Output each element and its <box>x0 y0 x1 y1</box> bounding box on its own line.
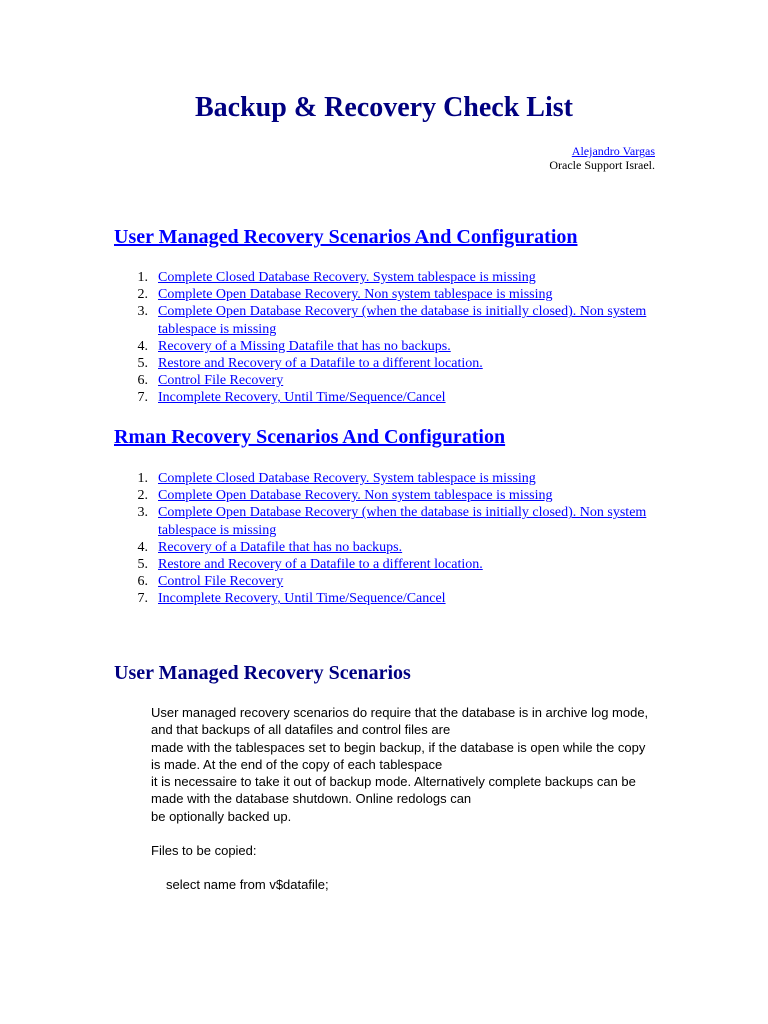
list-item <box>114 372 654 389</box>
list-item <box>114 389 654 406</box>
files-label: Files to be copied: <box>151 843 257 858</box>
list-item <box>114 303 654 337</box>
list-number: 7. <box>137 591 148 607</box>
list-number: 5. <box>137 356 148 372</box>
list-number: 4. <box>137 338 148 354</box>
toc-list-rman <box>114 470 654 608</box>
toc-link[interactable]: Complete Open Database Recovery. Non system tablespace is missing <box>158 287 553 303</box>
list-number: 6. <box>137 373 148 389</box>
section-heading-rman-config[interactable]: Rman Recovery Scenarios And Configuration <box>114 426 506 448</box>
list-number: 4. <box>137 539 148 555</box>
list-number: 3. <box>137 304 148 320</box>
document-title: Backup & Recovery Check List <box>195 92 573 123</box>
paragraph-line: be optionally backed up. <box>151 808 292 824</box>
toc-link[interactable]: Restore and Recovery of a Datafile to a different location. <box>158 557 483 573</box>
paragraph-line: made with the tablespaces set to begin backup, if the database is open while the copy is made. At the end of the copy of each tablespace <box>151 739 646 772</box>
list-number: 7. <box>137 390 148 406</box>
list-item <box>114 470 654 487</box>
list-item <box>114 338 654 355</box>
sql-statement: select name from v$datafile; <box>166 877 329 892</box>
paragraph-line: User managed recovery scenarios do require that the database is in archive log mode, and that backups of all datafiles and control files are <box>151 705 649 738</box>
author-block <box>549 144 655 172</box>
list-item <box>114 487 654 504</box>
list-number: 3. <box>137 505 148 521</box>
list-item <box>114 504 654 538</box>
toc-link[interactable]: Complete Open Database Recovery (when the database is initially closed). Non system tablespace is missing <box>158 505 647 538</box>
section-heading-user-managed: User Managed Recovery Scenarios <box>114 662 411 684</box>
toc-link[interactable]: Recovery of a Datafile that has no backups. <box>158 539 403 555</box>
section-paragraph <box>151 704 651 825</box>
toc-link[interactable]: Control File Recovery <box>158 373 284 389</box>
list-number: 5. <box>137 557 148 573</box>
toc-link[interactable]: Recovery of a Missing Datafile that has no backups. <box>158 338 451 354</box>
list-number: 2. <box>137 287 148 303</box>
toc-link[interactable]: Complete Open Database Recovery (when the database is initially closed). Non system tablespace is missing <box>158 304 647 337</box>
list-number: 6. <box>137 574 148 590</box>
list-item <box>114 556 654 573</box>
author-org: Oracle Support Israel. <box>549 158 655 172</box>
paragraph-line: it is necessaire to take it out of backup mode. Alternatively complete backups can be made with the database shutdown. Online redologs can <box>151 774 636 807</box>
toc-link[interactable]: Control File Recovery <box>158 574 284 590</box>
list-item <box>114 590 654 607</box>
toc-link[interactable]: Incomplete Recovery, Until Time/Sequence/Cancel <box>158 390 446 406</box>
list-item <box>114 286 654 303</box>
toc-list-user-managed <box>114 269 654 407</box>
toc-link[interactable]: Complete Closed Database Recovery. System tablespace is missing <box>158 471 536 486</box>
list-item <box>114 355 654 372</box>
list-item <box>114 539 654 556</box>
list-number: 1. <box>137 471 148 486</box>
list-item <box>114 269 654 286</box>
section-heading-user-managed-config[interactable]: User Managed Recovery Scenarios And Configuration <box>114 226 578 248</box>
toc-link[interactable]: Restore and Recovery of a Datafile to a different location. <box>158 356 483 372</box>
list-number: 1. <box>137 270 148 285</box>
author-link[interactable]: Alejandro Vargas <box>571 144 655 158</box>
toc-link[interactable]: Complete Open Database Recovery. Non system tablespace is missing <box>158 488 553 504</box>
toc-link[interactable]: Incomplete Recovery, Until Time/Sequence/Cancel <box>158 591 446 607</box>
list-number: 2. <box>137 488 148 504</box>
list-item <box>114 573 654 590</box>
toc-link[interactable]: Complete Closed Database Recovery. System tablespace is missing <box>158 270 536 285</box>
